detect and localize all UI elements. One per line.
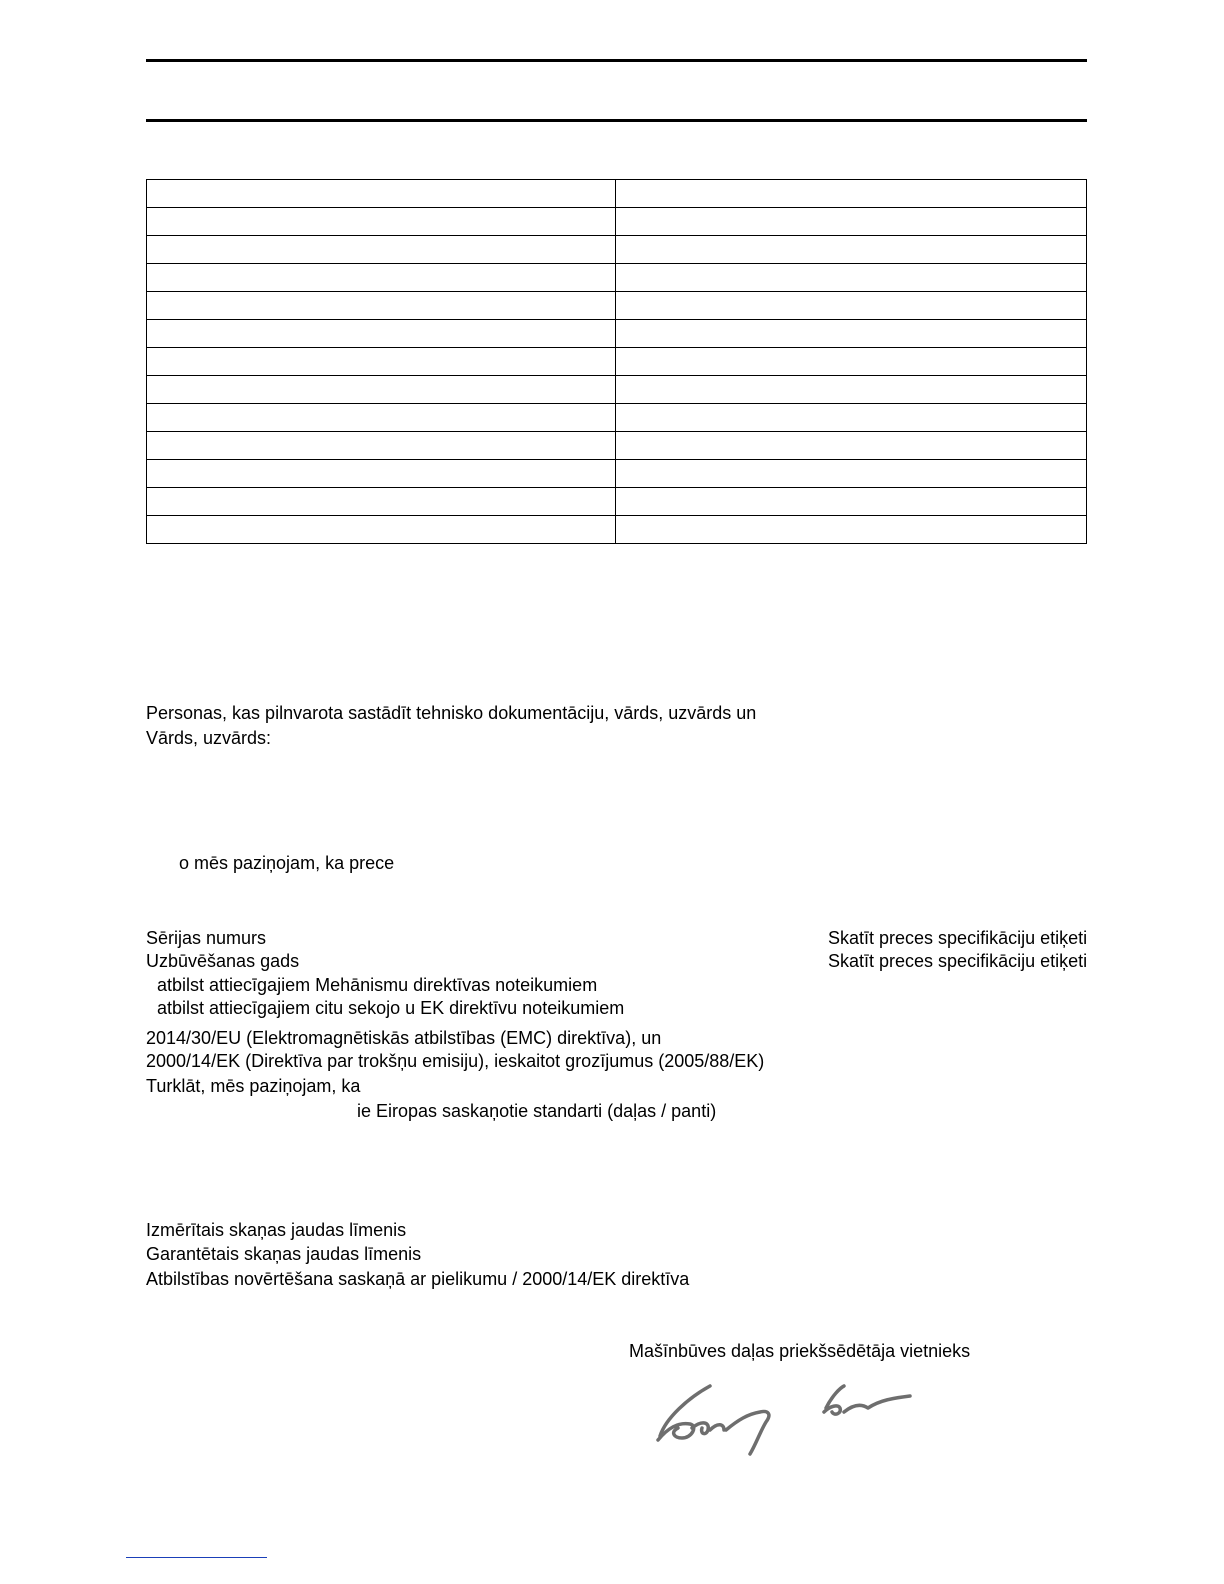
machinery-compliance-text: atbilst attiecīgajiem Mehānismu direktīvas noteikumiem xyxy=(157,975,598,995)
serial-label: Sērijas numurs xyxy=(146,928,267,948)
table-row xyxy=(147,208,1087,236)
declare-product-text: o mēs paziņojam, ka prece xyxy=(179,853,395,873)
top-rule xyxy=(146,59,1087,62)
directive-noise: 2000/14/EK (Direktīva par trokšņu emisiju), ieskaitot grozījumus (2005/88/EK) xyxy=(146,1051,765,1071)
measured-sound-label: Izmērītais skaņas jaudas līmenis xyxy=(146,1220,407,1240)
guaranteed-sound-label: Garantētais skaņas jaudas līmenis xyxy=(146,1244,422,1264)
footer-rule xyxy=(126,1557,267,1558)
standards-text: ie Eiropas saskaņotie standarti (daļas / panti) xyxy=(357,1101,717,1121)
name-label: Vārds, uzvārds: xyxy=(146,728,272,748)
table-row xyxy=(147,320,1087,348)
conformity-assessment-text: Atbilstības novērtēšana saskaņā ar pielikumu / 2000/14/EK direktīva xyxy=(146,1269,690,1289)
second-rule xyxy=(146,119,1087,122)
other-ec-compliance-text: atbilst attiecīgajiem citu sekojo u EK direktīvu noteikumiem xyxy=(157,998,625,1018)
table-row xyxy=(147,404,1087,432)
table-row xyxy=(147,488,1087,516)
table-row xyxy=(147,460,1087,488)
serial-value: Skatīt preces specifikāciju etiķeti xyxy=(828,928,1088,948)
signature-image xyxy=(648,1378,928,1458)
table-row xyxy=(147,292,1087,320)
table-row xyxy=(147,236,1087,264)
directive-emc: 2014/30/EU (Elektromagnētiskās atbilstības (EMC) direktīva), un xyxy=(146,1028,662,1048)
table-row xyxy=(147,376,1087,404)
year-value: Skatīt preces specifikāciju etiķeti xyxy=(828,951,1088,971)
table-row xyxy=(147,516,1087,544)
tech-doc-person-label: Personas, kas pilnvarota sastādīt tehnisko dokumentāciju, vārds, uzvārds un xyxy=(146,703,757,723)
furthermore-text: Turklāt, mēs paziņojam, ka xyxy=(146,1076,361,1096)
signatory-title: Mašīnbūves daļas priekšsēdētāja vietnieks xyxy=(629,1341,971,1361)
year-label: Uzbūvēšanas gads xyxy=(146,951,300,971)
table-row xyxy=(147,180,1087,208)
table-row xyxy=(147,432,1087,460)
product-info-table xyxy=(146,179,1087,544)
table-row xyxy=(147,264,1087,292)
table-row xyxy=(147,348,1087,376)
